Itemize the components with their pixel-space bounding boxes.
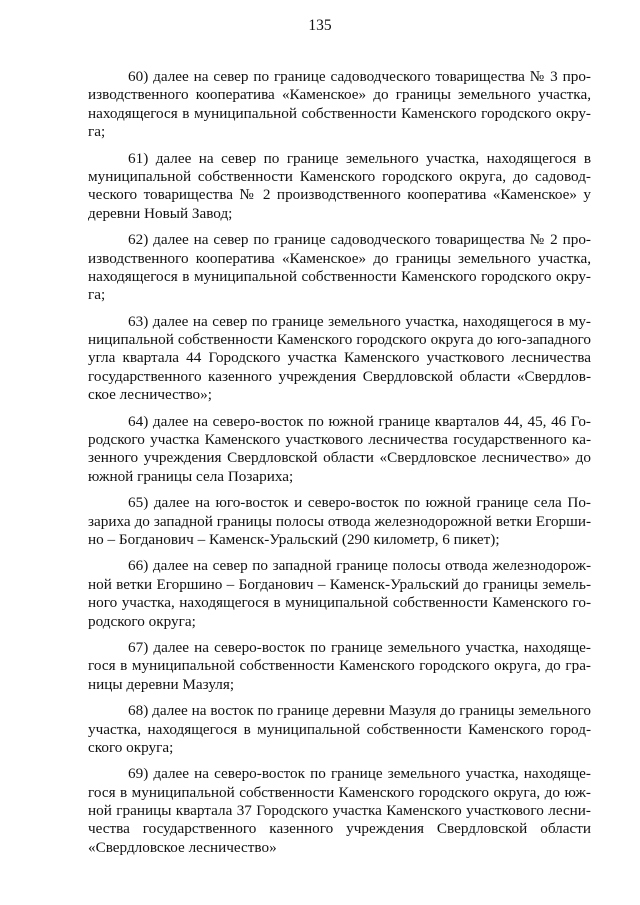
paragraph-item (88, 639, 591, 694)
paragraph-line: родского округа; (88, 612, 196, 630)
paragraph-line: зариха до западной границы полосы отвода железнодорожной ветки Егорши- (88, 512, 591, 530)
paragraph-line: ческого товарищества № 2 производственного кооператива «Каменское» у (88, 186, 591, 204)
paragraph-item (88, 413, 591, 487)
paragraph-line: ское лесничество»; (88, 386, 212, 404)
paragraph-line: находящегося в муниципальной собственности Каменского городского окру- (88, 104, 591, 122)
page-number: 135 (308, 17, 332, 34)
paragraph-item (88, 765, 591, 857)
paragraph-line: 65) далее на юго-восток и северо-восток по южной границе села По- (128, 494, 591, 512)
paragraph-line: гося в муниципальной собственности Каменского городского округа, до гра- (88, 657, 591, 675)
paragraph-line: ной границы квартала 37 Городского участка Каменского участкового лесни- (88, 802, 591, 820)
paragraph-line: родского участка Каменского участкового лесничества государственного ка- (88, 431, 591, 449)
paragraph-line: ского округа; (88, 738, 174, 756)
document-body (88, 68, 591, 865)
paragraph-line: изводственного кооператива «Каменское» до границы земельного участка, (88, 86, 591, 104)
paragraph-line: 66) далее на север по западной границе полосы отвода железнодорож- (128, 557, 591, 575)
paragraph-line: гося в муниципальной собственности Каменского городского округа, до юж- (88, 783, 591, 801)
paragraph-line: ного участка, находящегося в муниципальной собственности Каменского го- (88, 594, 591, 612)
paragraph-line: южной границы села Позариха; (88, 467, 294, 485)
paragraph-line: ной ветки Егоршино – Богданович – Каменск-Уральский до границы земель- (88, 575, 591, 593)
paragraph-line: муниципальной собственности Каменского городского округа, до садовод- (88, 167, 591, 185)
paragraph-line: зенного учреждения Свердловской области «Свердловское лесничество» до (88, 449, 591, 467)
paragraph-line: государственного казенного учреждения Свердловской области «Свердлов- (88, 367, 591, 385)
paragraph-line: 69) далее на северо-восток по границе земельного участка, находяще- (128, 765, 591, 783)
paragraph-line: чества государственного казенного учреждения Свердловской области (88, 820, 591, 838)
paragraph-line: га; (88, 286, 106, 304)
paragraph-line: участка, находящегося в муниципальной собственности Каменского город- (88, 720, 591, 738)
paragraph-line: 64) далее на северо-восток по южной границе кварталов 44, 45, 46 Го- (128, 412, 591, 430)
paragraph-line: угла квартала 44 Городского участка Каменского участкового лесничества (88, 349, 591, 367)
paragraph-line: «Свердловское лесничество» (88, 838, 277, 856)
paragraph-item (88, 68, 591, 142)
paragraph-line: деревни Новый Завод; (88, 204, 233, 222)
paragraph-line: 68) далее на восток по границе деревни Мазуля до границы земельного (128, 702, 591, 720)
paragraph-line: га; (88, 123, 106, 141)
paragraph-line: ниципальной собственности Каменского городского округа до юго-западного (88, 331, 591, 349)
paragraph-item (88, 557, 591, 631)
paragraph-item (88, 313, 591, 405)
paragraph-line: 63) далее на север по границе земельного участка, находящегося в му- (128, 312, 591, 330)
paragraph-item (88, 702, 591, 757)
paragraph-line: 61) далее на север по границе земельного участка, находящегося в (128, 149, 591, 167)
paragraph-item (88, 494, 591, 549)
paragraph-line: но – Богданович – Каменск-Уральский (290 километр, 6 пикет); (88, 530, 500, 548)
paragraph-line: 67) далее на северо-восток по границе земельного участка, находяще- (128, 638, 591, 656)
paragraph-line: находящегося в муниципальной собственности Каменского городского окру- (88, 267, 591, 285)
paragraph-line: изводственного кооператива «Каменское» до границы земельного участка, (88, 249, 591, 267)
paragraph-line: 62) далее на север по границе садоводческого товарищества № 2 про- (128, 231, 591, 249)
paragraph-item (88, 150, 591, 224)
paragraph-line: ницы деревни Мазуля; (88, 675, 235, 693)
paragraph-line: 60) далее на север по границе садоводческого товарищества № 3 про- (128, 68, 591, 85)
paragraph-item (88, 231, 591, 305)
